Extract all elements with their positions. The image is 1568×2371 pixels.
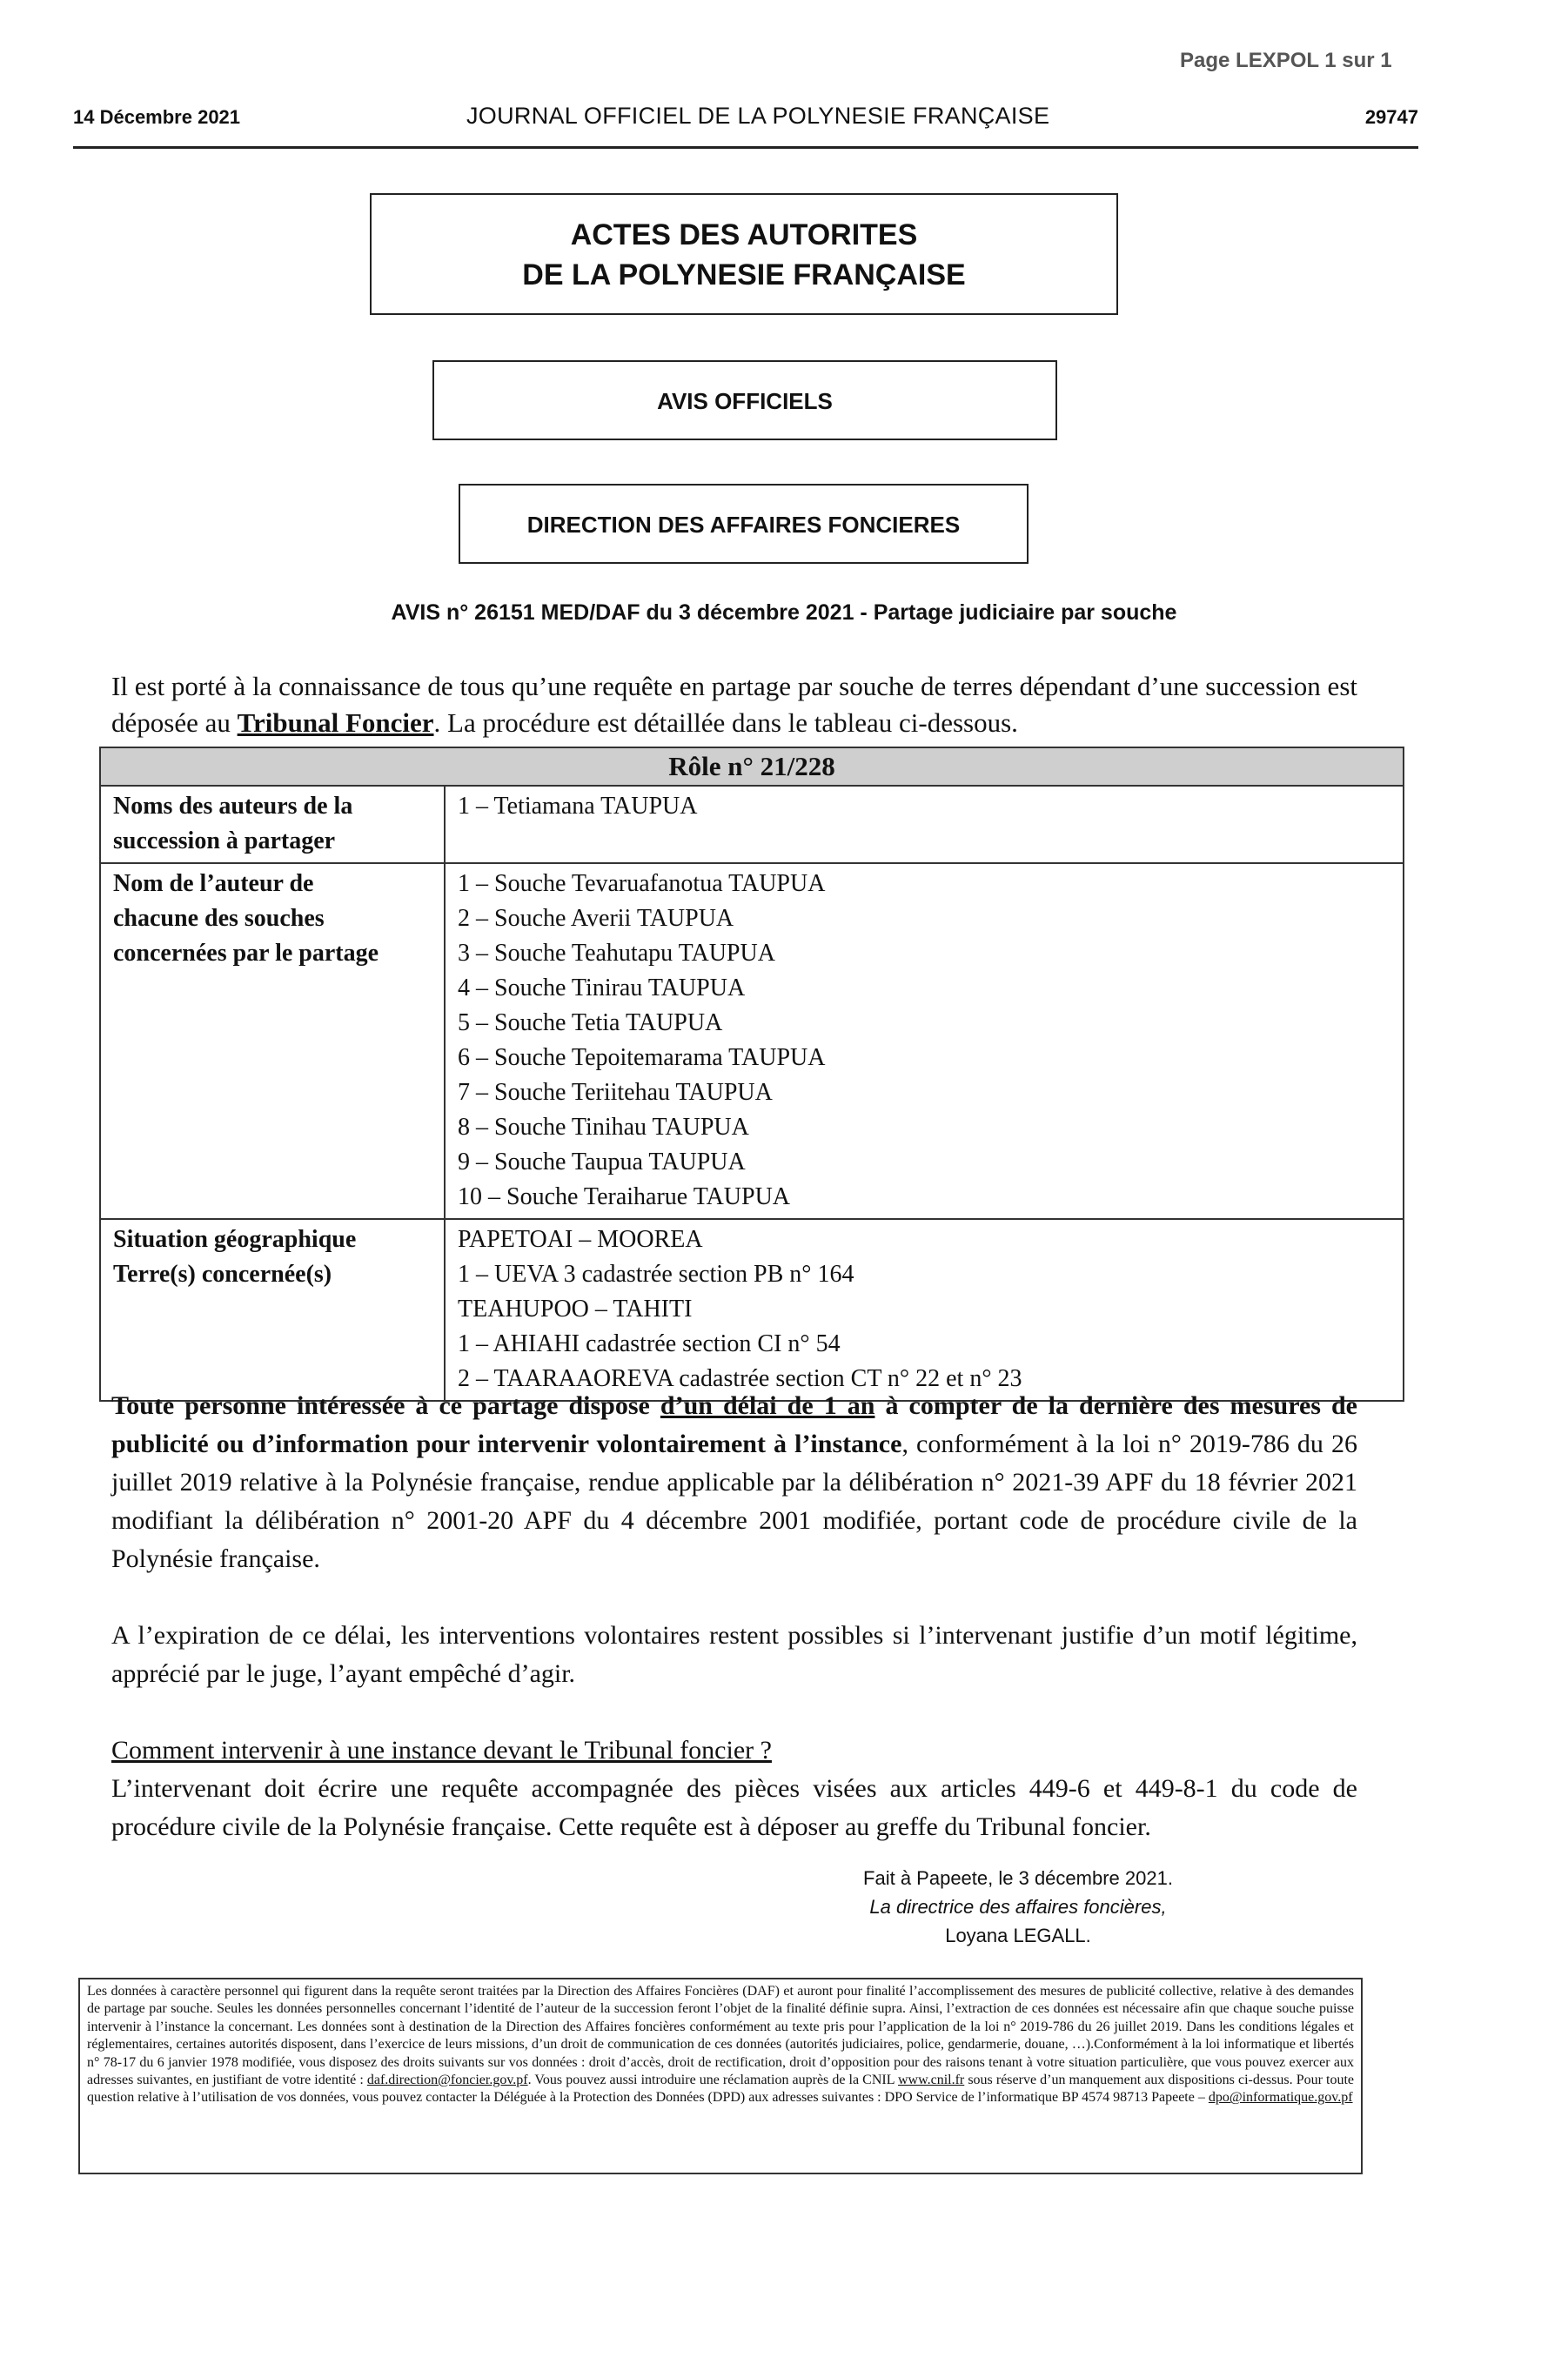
section-heading-line-2: DE LA POLYNESIE FRANÇAISE [522,258,966,291]
list-item: TEAHUPOO – TAHITI [458,1296,693,1323]
list-item: PAPETOAI – MOOREA [458,1226,703,1253]
list-item: 1 – Tetiamana TAUPUA [458,793,698,820]
expiration-paragraph: A l’expiration de ce délai, les interventions volontaires restent possibles si l’intervenant justifie d’un motif légitime, apprécié par le juge, l’ayant empêché d’agir. [111,1621,1357,1688]
row-label-succession-authors [100,786,445,863]
table-row [100,786,1404,863]
label-line: chacune des souches [113,905,325,932]
list-item: 10 – Souche Teraiharue TAUPUA [458,1183,791,1210]
section-heading-direction: DIRECTION DES AFFAIRES FONCIERES [459,484,1029,564]
delay-text-bold: Toute personne intéressée à ce partage dispose [111,1391,660,1420]
list-item: 1 – UEVA 3 cadastrée section PB n° 164 [458,1261,854,1288]
section-heading-avis: AVIS OFFICIELS [432,360,1057,440]
row-label-geographic-situation [100,1219,445,1401]
role-number: Rôle n° 21/228 [100,747,1404,786]
delay-text-bold: à compter de la dernière des mesures de publicité ou d’information pour intervenir volontairement à l’instance [111,1391,1358,1458]
list-item: 4 – Souche Tinirau TAUPUA [458,975,746,1001]
lexpol-page-indicator: Page LEXPOL 1 sur 1 [1180,49,1392,72]
role-table [99,747,1404,1402]
data-protection-notice [78,1978,1363,2174]
how-to-intervene-heading: Comment intervenir à une instance devant le Tribunal foncier ? [111,1736,772,1765]
label-line: Situation géographique [113,1226,357,1253]
label-line: Nom de l’auteur de [113,870,314,897]
cnil-link[interactable]: www.cnil.fr [897,2073,965,2088]
signature-place-date: Fait à Papeete, le 3 décembre 2021. [863,1867,1173,1889]
signature-block [827,1864,1210,1950]
list-item: 3 – Souche Teahutapu TAUPUA [458,940,775,967]
role-header-row [100,747,1404,786]
list-item: 5 – Souche Tetia TAUPUA [458,1009,723,1036]
gdpr-text: Les données à caractère personnel qui figurent dans la requête seront traitées par la Direction des Affaires Foncières (DAF) et auront pour finalité l’accomplissement des mesures de publicité collective, relative à des demandes de partage par souche. Seules les données personnelles concernant l’identité de l’auteur de la succession feront l’objet de la finalité définie supra. Ainsi, l’extraction de ces données est nécessaire afin que chaque souche puisse intervenir à l’instance la concernant. Les données sont à destination de la Direction des Affaires foncières conformément au texte pris pour l’application de la loi n° 2019-786 du 26 juillet 2019. Dans les conditions légales et réglementaires, certaines autorités disposent, dans l’exercice de leurs missions, d’un droit de communication de ces données (autorités judiciaires, police, gendarmerie, douane, …).Conformément à la loi informatique et libertés n° 78-17 du 6 janvier 1978 modifiée, vous disposez des droits suivants sur vos données : droit d’accès, droit de rectification, droit d’opposition pour des raisons tenant à votre situation particulière, que vous pouvez exercer aux adresses suivantes, en justifiant de votre identité : [87,1984,1354,2088]
label-line: Terre(s) concernée(s) [113,1261,332,1288]
list-item: 1 – AHIAHI cadastrée section CI n° 54 [458,1330,841,1357]
signature-role: La directrice des affaires foncières, [869,1896,1167,1918]
table-row [100,863,1404,1219]
table-row [100,1219,1404,1401]
list-item: 1 – Souche Tevaruafanotua TAUPUA [458,870,826,897]
delay-text-legal-basis: , conformément à la loi n° 2019-786 du 26 juillet 2019 relative à la Polynésie française, rendue applicable par la délibération n° 2021-39 APF du 18 février 2021 modifiant la délibération n° 2001-20 APF du 4 décembre 2001 modifiée, portant code de procédure civile de la Polynésie française. [111,1430,1357,1573]
row-value-geographic-situation [445,1219,1404,1401]
gdpr-text: . Vous pouvez aussi introduire une réclamation auprès de la CNIL [527,2073,898,2088]
row-label-souche-authors [100,863,445,1219]
list-item: 6 – Souche Tepoitemarama TAUPUA [458,1044,826,1071]
dpo-email-link[interactable]: dpo@informatique.gov.pf [1208,2090,1353,2106]
label-line: concernées par le partage [113,940,379,967]
list-item: 9 – Souche Taupua TAUPUA [458,1149,746,1175]
journal-running-header [73,103,1418,149]
publication-date: 14 Décembre 2021 [73,106,241,128]
signature-name: Loyana LEGALL. [945,1925,1091,1946]
journal-title: JOURNAL OFFICIEL DE LA POLYNESIE FRANÇAISE [466,103,1050,129]
journal-page-number: 29747 [1364,106,1418,128]
list-item: 8 – Souche Tinihau TAUPUA [458,1114,749,1141]
notice-body [111,1387,1357,1846]
list-item: 7 – Souche Teriitehau TAUPUA [458,1079,773,1106]
list-item: 2 – Souche Averii TAUPUA [458,905,734,932]
section-heading-actes [370,193,1118,315]
row-value-souche-authors [445,863,1404,1219]
intro-text-after: . La procédure est détaillée dans le tableau ci-dessous. [433,707,1018,738]
gdpr-text: sous réserve d’un manquement aux dispositions ci-dessus. Pour toute question relative à l’utilisation de vos données, vous pouvez contacter la Déléguée à la Protection des Données (DPD) aux adresses suivantes : DPO Service de l’informatique BP 4574 98713 Papeete – [87,2073,1354,2106]
delay-paragraph [111,1387,1357,1578]
label-line: succession à partager [113,827,336,854]
intro-text-before: Il est porté à la connaissance de tous qu’une requête en partage par souche de terres dépendant d’une succession est déposée au [111,671,1357,738]
list-item: 2 – TAARAAOREVA cadastrée section CT n° 22 et n° 23 [458,1365,1022,1392]
notice-title: AVIS n° 26151 MED/DAF du 3 décembre 2021 - Partage judiciaire par souche [391,600,1177,625]
label-line: Noms des auteurs de la [113,793,353,820]
tribunal-foncier-emphasis: Tribunal Foncier [237,707,434,738]
how-to-intervene-paragraph: L’intervenant doit écrire une requête accompagnée des pièces visées aux articles 449-6 et 449-8-1 du code de procédure civile de la Polynésie française. Cette requête est à déposer au greffe du Tribunal foncier. [111,1774,1357,1841]
row-value-succession-authors [445,786,1404,863]
delay-duration: d’un délai de 1 an [660,1391,875,1420]
daf-email-link[interactable]: daf.direction@foncier.gov.pf [366,2073,528,2088]
section-heading-line-1: ACTES DES AUTORITES [570,218,918,251]
intro-paragraph [111,668,1357,741]
